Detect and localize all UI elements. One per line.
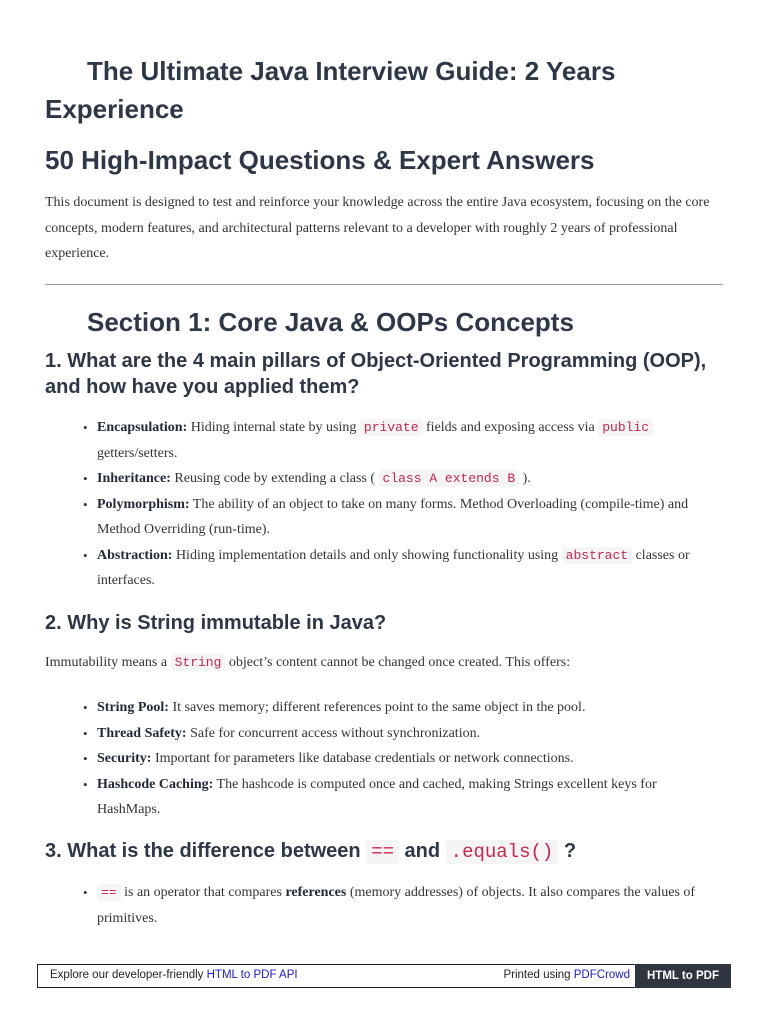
inline-code: == bbox=[366, 840, 399, 864]
list-item bbox=[97, 466, 723, 492]
question-3-heading bbox=[45, 838, 723, 865]
item-text: Hiding implementation details and only showing functionality using bbox=[172, 547, 562, 563]
item-label: Thread Safety: bbox=[97, 725, 187, 741]
item-text: Hiding internal state by using bbox=[187, 420, 360, 435]
footer-promo-text: Explore our developer-friendly bbox=[50, 969, 207, 981]
page-title-text: The Ultimate Java Interview Guide: 2 Years Experience bbox=[45, 56, 616, 124]
item-bold: references bbox=[285, 885, 347, 900]
footer-banner bbox=[37, 964, 731, 988]
footer-printed-by bbox=[503, 969, 630, 981]
inline-code: private bbox=[360, 419, 423, 436]
question-2-heading: 2. Why is String immutable in Java? bbox=[45, 612, 387, 634]
item-label: Encapsulation: bbox=[97, 420, 188, 435]
html-to-pdf-button[interactable]: HTML to PDF bbox=[635, 964, 731, 988]
inline-code: class A extends B bbox=[379, 470, 520, 487]
list-item bbox=[97, 415, 723, 466]
heading-text: 3. What is the difference between bbox=[45, 840, 367, 862]
item-label: Hashcode Caching: bbox=[97, 776, 214, 792]
item-label: Security: bbox=[97, 751, 152, 766]
list-item bbox=[97, 772, 723, 823]
item-text: Safe for concurrent access without synchronization. bbox=[186, 725, 481, 741]
item-label: Abstraction: bbox=[97, 547, 173, 563]
list-item bbox=[97, 492, 723, 543]
question-1-list bbox=[45, 415, 723, 594]
list-item bbox=[97, 880, 723, 931]
item-text: The hashcode is computed once and cached, making Strings excellent keys for HashMaps. bbox=[97, 776, 657, 817]
paragraph-text: Immutability means a bbox=[45, 655, 171, 670]
list-item bbox=[97, 695, 723, 721]
list-item bbox=[97, 746, 723, 772]
page-subtitle: 50 High-Impact Questions & Expert Answers bbox=[45, 145, 595, 175]
inline-code: String bbox=[171, 654, 226, 671]
item-text: is an operator that compares bbox=[120, 885, 286, 900]
footer-promo bbox=[50, 969, 298, 981]
item-text: classes or interfaces. bbox=[97, 547, 690, 588]
inline-code: .equals() bbox=[446, 840, 559, 864]
footer-printed-text: Printed using bbox=[503, 969, 574, 981]
item-text: ). bbox=[519, 471, 531, 486]
item-label: String Pool: bbox=[97, 700, 169, 715]
horizontal-divider bbox=[45, 284, 723, 285]
item-text: Reusing code by extending a class ( bbox=[170, 471, 379, 486]
list-item bbox=[97, 543, 723, 594]
item-text: getters/setters. bbox=[97, 445, 178, 461]
item-text: fields and exposing access via bbox=[422, 420, 599, 435]
question-3-list bbox=[45, 880, 723, 931]
item-label: Polymorphism: bbox=[97, 496, 190, 512]
item-text: It saves memory; different references point to the same object in the pool. bbox=[168, 700, 586, 715]
pdfcrowd-link[interactable]: PDFCrowd bbox=[573, 969, 630, 981]
item-text: (memory addresses) of objects. It also compares the values of primitives. bbox=[97, 885, 696, 926]
inline-code: public bbox=[598, 419, 653, 436]
question-2-list bbox=[45, 695, 723, 823]
section-title bbox=[45, 302, 574, 342]
heading-text: ? bbox=[558, 840, 577, 862]
list-item bbox=[97, 721, 723, 747]
paragraph-text: object’s content cannot be changed once created. This offers: bbox=[225, 655, 571, 670]
page-title bbox=[45, 52, 723, 128]
html-to-pdf-api-link[interactable]: HTML to PDF API bbox=[206, 969, 298, 981]
intro-paragraph: This document is designed to test and reinforce your knowledge across the entire Java ecosystem, focusing on the core concepts, modern features, and architectural patterns relevant to a developer with roughly 2 years of professional experience. bbox=[45, 195, 710, 261]
item-label: Inheritance: bbox=[97, 471, 171, 486]
heading-text: and bbox=[399, 840, 446, 862]
inline-code: == bbox=[97, 884, 121, 901]
section-title-text: Section 1: Core Java & OOPs Concepts bbox=[87, 307, 574, 337]
inline-code: abstract bbox=[562, 547, 632, 564]
question-1-heading: 1. What are the 4 main pillars of Object-Oriented Programming (OOP), and how have you applied them? bbox=[45, 350, 707, 398]
question-2-paragraph bbox=[45, 650, 570, 676]
item-text: The ability of an object to take on many forms. Method Overloading (compile-time) and Method Overriding (run-time). bbox=[97, 496, 689, 537]
item-text: Important for parameters like database credentials or network connections. bbox=[151, 751, 574, 766]
